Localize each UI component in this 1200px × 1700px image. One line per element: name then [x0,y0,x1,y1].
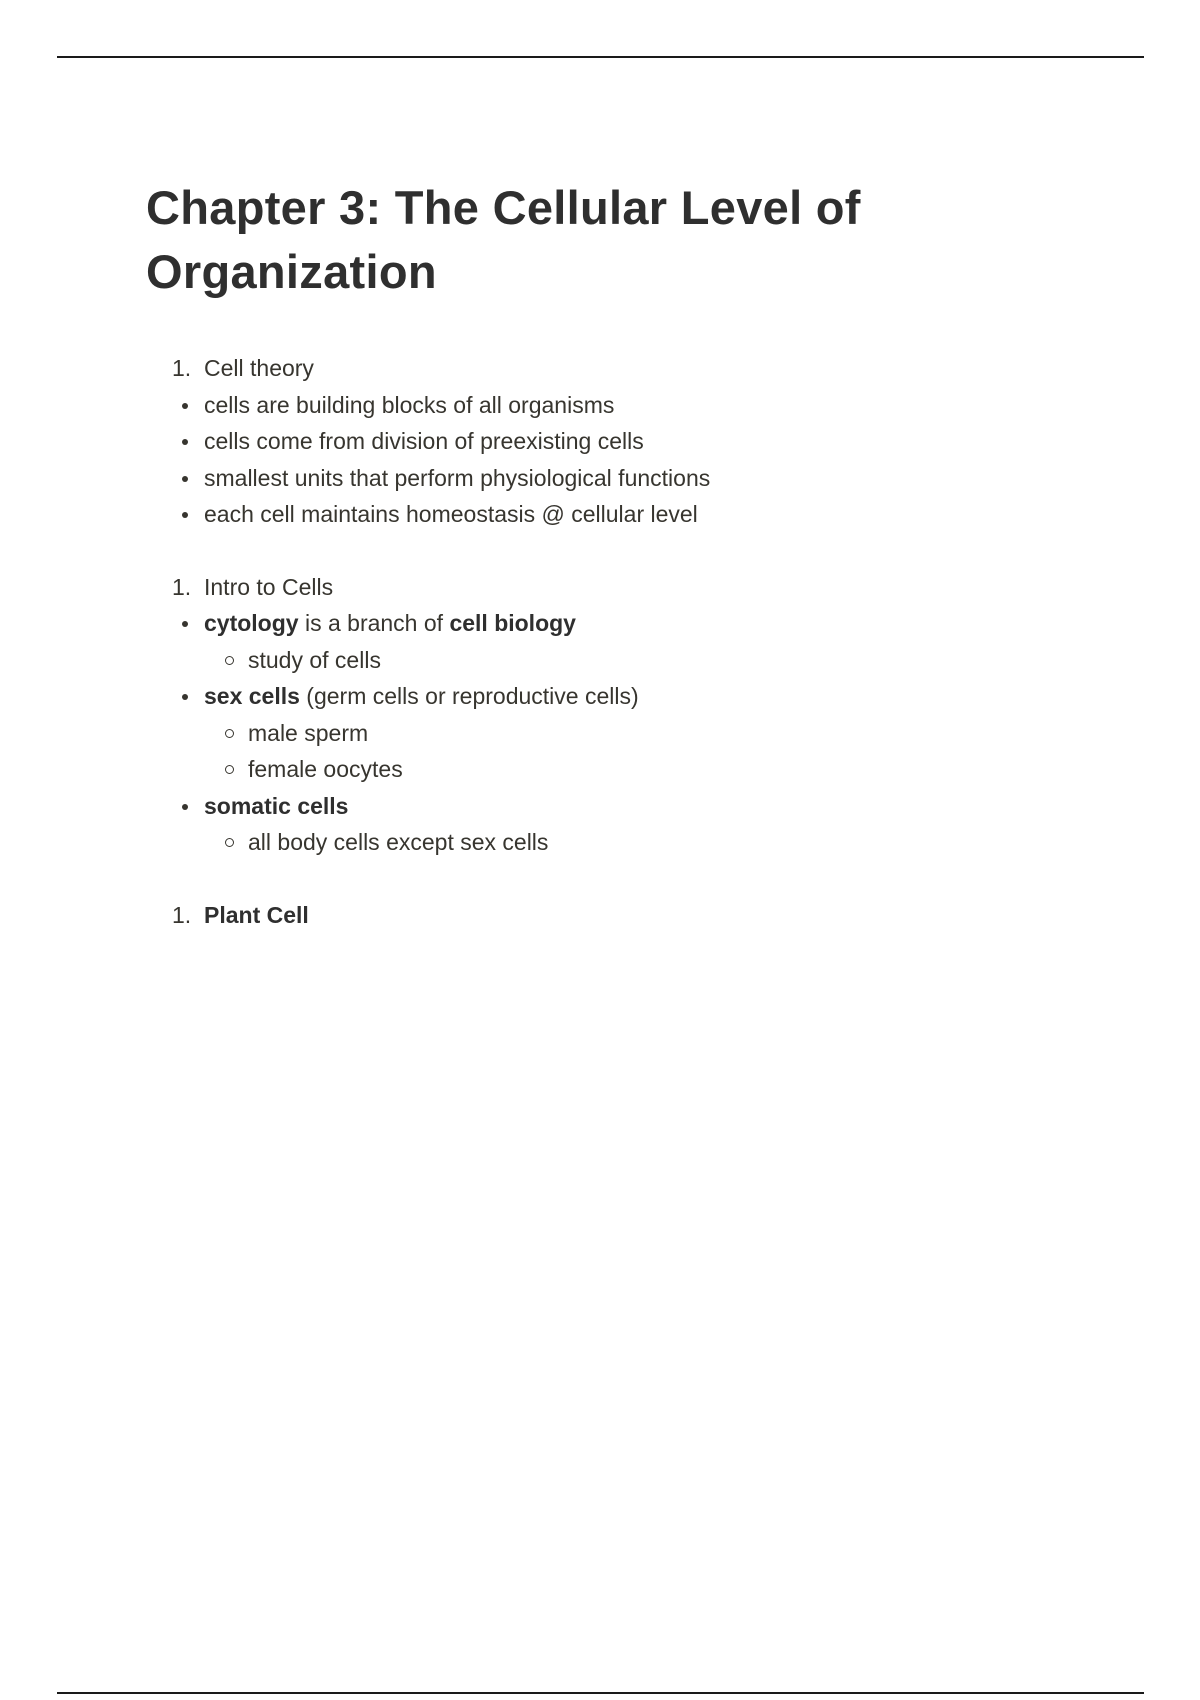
bullet-text [204,788,348,825]
bottom-rule [57,1692,1144,1694]
hollow-bullet-icon [225,838,234,847]
list-item-heading [146,897,1126,934]
bullet-icon [182,804,188,810]
bullet-text: each cell maintains homeostasis @ cellular level [204,501,698,527]
list-item [146,788,1126,825]
section-heading: Intro to Cells [204,573,334,600]
sub-list-item [146,642,1126,679]
section-heading [204,897,309,934]
sub-list-item [146,715,1126,752]
bullet-text: cells are building blocks of all organisms [204,391,615,418]
plant-cell-section [146,897,1126,934]
list-item [146,678,1126,715]
bullet-text: cells come from division of preexisting cells [204,428,644,454]
bullet-icon [182,694,188,700]
bullet-icon [182,476,188,482]
top-rule [57,56,1144,58]
page-title: Chapter 3: The Cellular Level of Organization [146,181,861,298]
hollow-bullet-icon [225,729,234,738]
sub-bullet-text: female oocytes [248,756,403,782]
term-somatic-cells: somatic cells [204,792,349,819]
list-item [146,605,1126,642]
intro-to-cells-section [146,569,1126,861]
bullet-text: smallest units that perform physiological functions [204,464,711,491]
bullet-text [204,605,576,642]
list-number: 1. [172,901,192,928]
bullet-icon [182,621,188,627]
term-cytology: cytology [204,610,299,636]
cell-theory-section [146,350,1126,533]
bullet-text-plain: (germ cells or reproductive cells) [299,683,639,709]
hollow-bullet-icon [225,656,234,665]
bullet-icon [182,512,188,518]
list-item [146,423,1126,460]
list-item [146,460,1126,497]
list-number: 1. [172,355,192,381]
list-item [146,496,1126,533]
list-item [146,387,1126,424]
section-heading: Cell theory [204,355,314,381]
sub-bullet-text: male sperm [248,719,369,746]
list-number: 1. [172,573,192,600]
term-cell-biology: cell biology [449,610,576,636]
term-sex-cells: sex cells [204,683,300,709]
list-item-heading [146,569,1126,606]
document-body [146,176,1126,933]
sub-list-item [146,824,1126,861]
bullet-icon [182,403,188,409]
section-heading-bold: Plant Cell [204,901,309,928]
hollow-bullet-icon [225,765,234,774]
sub-bullet-text: study of cells [248,646,381,673]
bullet-text-plain: is a branch of [298,610,450,636]
sub-bullet-text: all body cells except sex cells [248,829,549,855]
sub-list-item [146,751,1126,788]
list-item-heading [146,350,1126,387]
bullet-icon [182,439,188,445]
bullet-text [204,678,639,715]
